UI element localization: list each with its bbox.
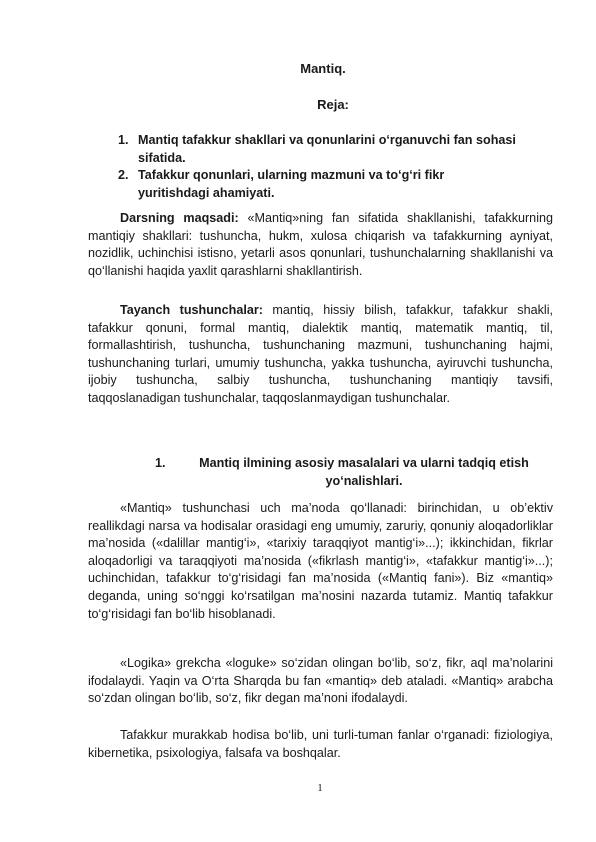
plan-list: [118, 132, 518, 202]
document-title: Mantiq.: [300, 61, 346, 76]
plan-item: [118, 132, 518, 167]
plan-item-number: 1.: [118, 133, 129, 147]
section-heading: [155, 455, 555, 490]
section-title: Mantiq ilmining asosiy masalalari va ularni tadqiq etish yo‘nalishlari.: [199, 456, 529, 488]
plan-item-text: Mantiq tafakkur shakllari va qonunlarini o‘rganuvchi fan sohasi sifatida.: [138, 133, 516, 165]
plan-item: [118, 167, 518, 202]
page-number: 1: [317, 782, 323, 794]
section-number: 1.: [155, 456, 166, 470]
key-concepts-text: mantiq, hissiy bilish, tafakkur, tafakkur shakli, tafakkur qonuni, formal mantiq, dialektik mantiq, matematik mantiq, til, formallashtirish, tushuncha, tushunchaning mazmuni, tushunchaning hajmi, tushunchaning turlari, umumiy tushuncha, yakka tushuncha, ayiruvchi tushuncha, ijobiy tushuncha, salbiy tushuncha, tushunchaning mantiqiy tavsifi, taqqoslanadigan tushunchalar, taqqoslanmaydigan tushunchalar.: [88, 303, 554, 405]
key-concepts-paragraph: [88, 302, 553, 408]
goal-text: «Mantiq»ning fan sifatida shakllanishi, tafakkurning mantiqiy shakllari: tushuncha, hukm, xulosa chiqarish va tafakkurning ayniyat, nozidlik, uchinchisi istisno, yetarli asos qonunlari, tushunchalarning shakllanishi va qo‘llanishi haqida yaxlit qarashlarni shakllantirish.: [88, 211, 553, 278]
goal-paragraph: [88, 210, 553, 280]
key-concepts-label: Tayanch tushunchalar:: [120, 303, 263, 317]
body-paragraph: Tafakkur murakkab hodisa bo‘lib, uni turli-tuman fanlar o‘rganadi: fiziologiya, kibernetika, psixologiya, falsafa va boshqalar.: [88, 728, 553, 760]
plan-item-text: Tafakkur qonunlari, ularning mazmuni va to‘g‘ri fikr yuritishdagi ahamiyati.: [138, 168, 445, 200]
body-paragraph: «Mantiq» tushunchasi uch ma’noda qo‘llanadi: birinchidan, u ob’ektiv reallikdagi narsa va hodisalar orasidagi eng umumiy, zaruriy, qonuniy aloqadorliklar ma’nosida («dalillar mantig‘i», «tarixiy taraqqiyot mantig‘i»...); ikkinchidan, fikrlar aloqadorligi va taraqqiyoti ma’nosida («fikrlash mantig‘i», «tafakkur mantig‘i»...); uchinchidan, tafakkur to‘g‘risidagi fan ma’nosida («Mantiq fani»). Biz «mantiq» deganda, uning so‘nggi ko‘rsatilgan ma’nosini nazarda tutamiz. Mantiq tafakkur to‘g‘risidagi fan bo‘lib hisoblanadi.: [88, 501, 553, 621]
plan-item-number: 2.: [118, 168, 129, 183]
plan-heading: Reja:: [317, 97, 349, 112]
goal-label: Darsning maqsadi:: [120, 211, 239, 225]
body-paragraph: «Logika» grekcha «loguke» so‘zidan olingan bo‘lib, so‘z, fikr, aql ma’nolarini ifodalaydi. Yaqin va O‘rta Sharqda bu fan «mantiq» deb ataladi. «Mantiq» arabcha so‘zdan olingan bo‘lib, so‘z, fikr degan ma’noni ifodalaydi.: [88, 656, 553, 706]
